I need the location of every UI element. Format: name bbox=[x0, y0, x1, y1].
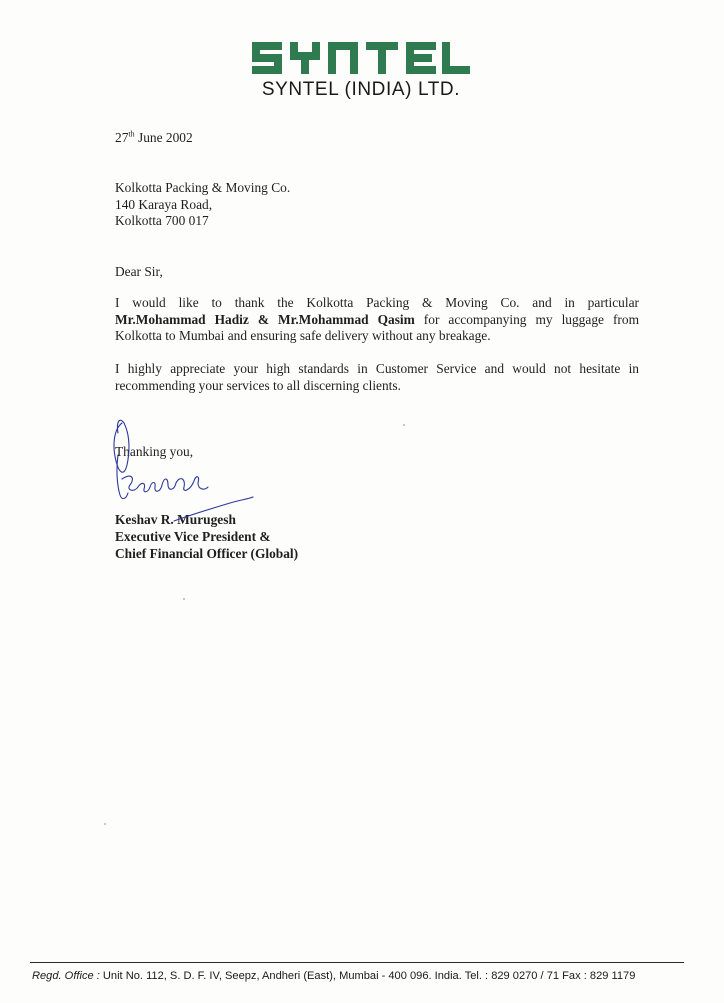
paragraph-line: I highly appreciate your high standards in Customer Service and would not hesitate in bbox=[115, 361, 639, 376]
signatory-title: Chief Financial Officer (Global) bbox=[115, 546, 299, 561]
letter-date: 27th June 2002 bbox=[115, 129, 193, 145]
footer-label: Regd. Office : bbox=[32, 970, 100, 982]
body-paragraph-1 bbox=[115, 295, 639, 345]
scan-speck bbox=[183, 598, 185, 600]
paragraph-line: I would like to thank the Kolkotta Packing & Moving Co. and in particular bbox=[115, 295, 639, 310]
paragraph-line: Mr.Mohammad Hadiz & Mr.Mohammad Qasim for accompanying my luggage from bbox=[115, 311, 639, 327]
footer-address: Unit No. 112, S. D. F. IV, Seepz, Andheri (East), Mumbai - 400 096. India. bbox=[99, 970, 465, 982]
recipient-address bbox=[115, 180, 290, 230]
paragraph-line: Kolkotta to Mumbai and ensuring safe delivery without any breakage. bbox=[115, 328, 491, 344]
paragraph-line: recommending your services to all discerning clients. bbox=[115, 377, 401, 393]
footer-tel: 829 0270 / 71 bbox=[488, 970, 563, 982]
address-line: Kolkotta 700 017 bbox=[115, 213, 209, 229]
handwritten-signature bbox=[100, 415, 270, 525]
scan-speck bbox=[104, 823, 106, 825]
scan-speck bbox=[403, 424, 405, 426]
salutation: Dear Sir, bbox=[115, 264, 163, 279]
signatory-title: Executive Vice President & bbox=[115, 529, 271, 544]
body-paragraph-2 bbox=[115, 361, 639, 394]
signatory-block bbox=[115, 511, 298, 562]
address-line: Kolkotta Packing & Moving Co. bbox=[115, 180, 291, 195]
footer-divider bbox=[30, 962, 684, 963]
signatory-name: Keshav R. Murugesh bbox=[115, 512, 236, 527]
footer-fax: 829 1179 bbox=[586, 970, 636, 982]
footer-tel-label: Tel. : bbox=[464, 970, 489, 982]
registered-office-footer bbox=[32, 970, 684, 982]
footer-fax-label: Fax : bbox=[562, 970, 587, 982]
address-line: 140 Karaya Road, bbox=[115, 196, 213, 212]
closing: Thanking you, bbox=[115, 444, 194, 459]
company-name: SYNTEL (INDIA) LTD. bbox=[261, 79, 461, 100]
bold-names: Mr.Mohammad Hadiz & Mr.Mohammad Qasim bbox=[115, 311, 415, 327]
syntel-logo bbox=[250, 38, 472, 78]
